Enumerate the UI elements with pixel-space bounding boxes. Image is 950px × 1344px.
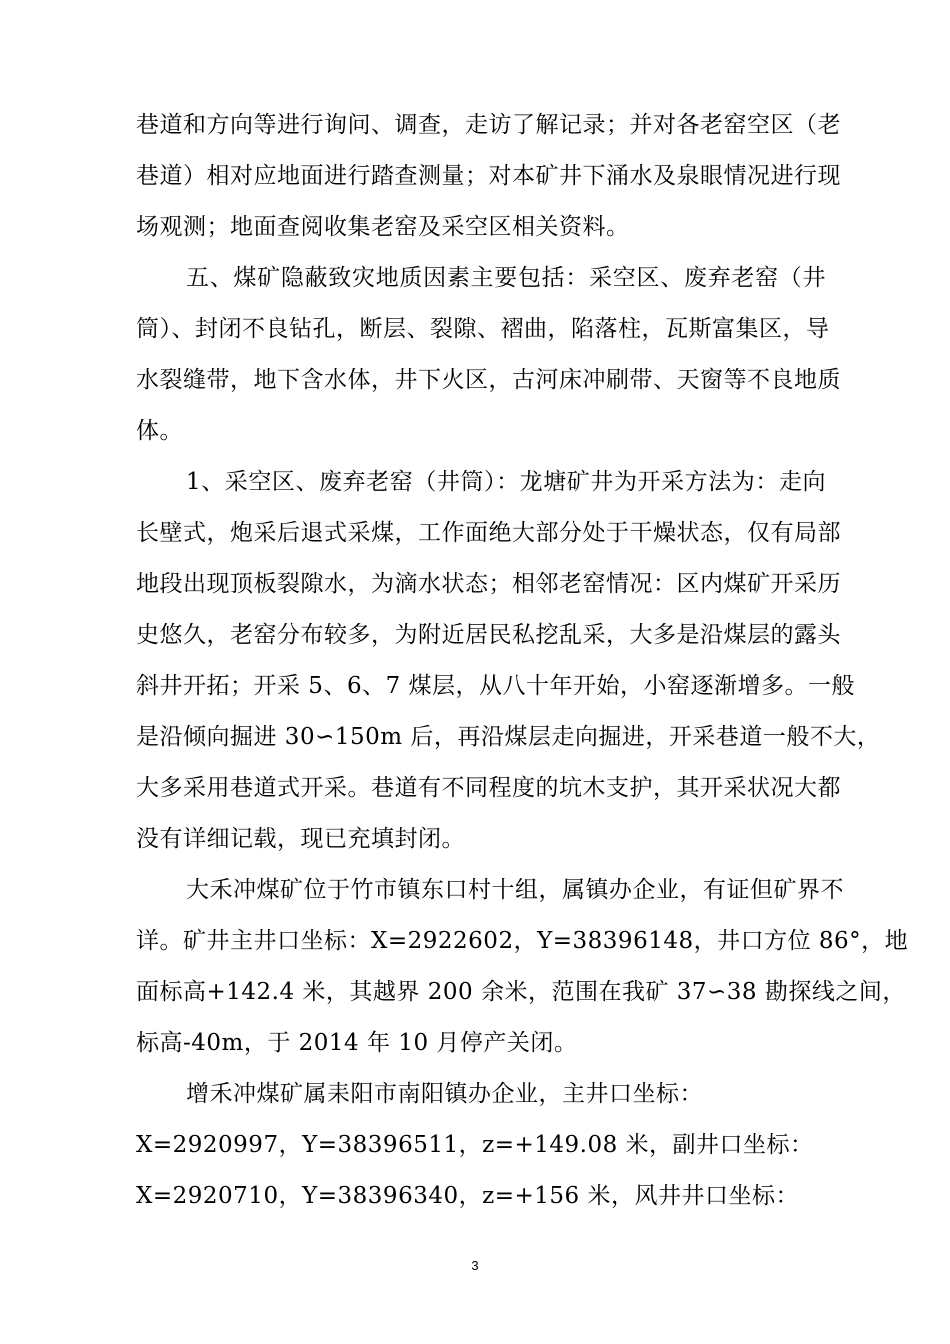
paragraph-3-line-6: 是沿倾向掘进 30∽150m 后，再沿煤层走向掘进，开采巷道一般不大， <box>136 724 881 750</box>
paragraph-2-line-3: 水裂缝带，地下含水体，井下火区，古河床冲刷带、天窗等不良地质 <box>136 367 841 393</box>
paragraph-3-line-1: 1、采空区、废弃老窑（井筒）：龙塘矿井为开采方法为：走向 <box>186 469 826 495</box>
paragraph-4-line-1: 大禾冲煤矿位于竹市镇东口村十组，属镇办企业，有证但矿界不 <box>186 877 844 903</box>
paragraph-3-line-7: 大多采用巷道式开采。巷道有不同程度的坑木支护，其开采状况大都 <box>136 775 841 801</box>
paragraph-4-line-3: 面标高+142.4 米，其越界 200 余米，范围在我矿 37∽38 勘探线之间， <box>136 979 906 1005</box>
paragraph-4-line-2: 详。矿井主井口坐标：X=2922602，Y=38396148，井口方位 86°，地 <box>136 928 909 954</box>
paragraph-1-line-1: 巷道和方向等进行询问、调查，走访了解记录；并对各老窑空区（老 <box>136 112 841 138</box>
paragraph-2-line-2: 筒）、封闭不良钻孔，断层、裂隙、褶曲，陷落柱，瓦斯富集区，导 <box>136 316 830 342</box>
paragraph-4-line-4: 标高-40m，于 2014 年 10 月停产关闭。 <box>136 1030 578 1056</box>
paragraph-2-line-4: 体。 <box>136 418 183 444</box>
paragraph-1-line-3: 场观测；地面查阅收集老窑及采空区相关资料。 <box>136 214 630 240</box>
page-number: 3 <box>471 1258 479 1273</box>
paragraph-3-line-8: 没有详细记载，现已充填封闭。 <box>136 826 465 852</box>
paragraph-1-line-2: 巷道）相对应地面进行踏查测量；对本矿井下涌水及泉眼情况进行现 <box>136 163 841 189</box>
paragraph-3-line-4: 史悠久，老窑分布较多，为附近居民私挖乱采，大多是沿煤层的露头 <box>136 622 841 648</box>
paragraph-5-line-1: 增禾冲煤矿属耒阳市南阳镇办企业，主井口坐标： <box>186 1081 703 1107</box>
paragraph-3-line-5: 斜井开拓；开采 5、6、7 煤层，从八十年开始，小窑逐渐增多。一般 <box>136 673 856 699</box>
paragraph-5-line-2: X=2920997，Y=38396511，z=+149.08 米，副井口坐标： <box>136 1132 814 1158</box>
paragraph-3-line-3: 地段出现顶板裂隙水，为滴水状态；相邻老窑情况：区内煤矿开采历 <box>136 571 841 597</box>
paragraph-2-line-1: 五、煤矿隐蔽致灾地质因素主要包括：采空区、废弃老窑（井 <box>186 265 826 291</box>
paragraph-5-line-3: X=2920710，Y=38396340，z=+156 米，风井井口坐标： <box>136 1183 799 1209</box>
paragraph-3-line-2: 长壁式，炮采后退式采煤，工作面绝大部分处于干燥状态，仅有局部 <box>136 520 841 546</box>
